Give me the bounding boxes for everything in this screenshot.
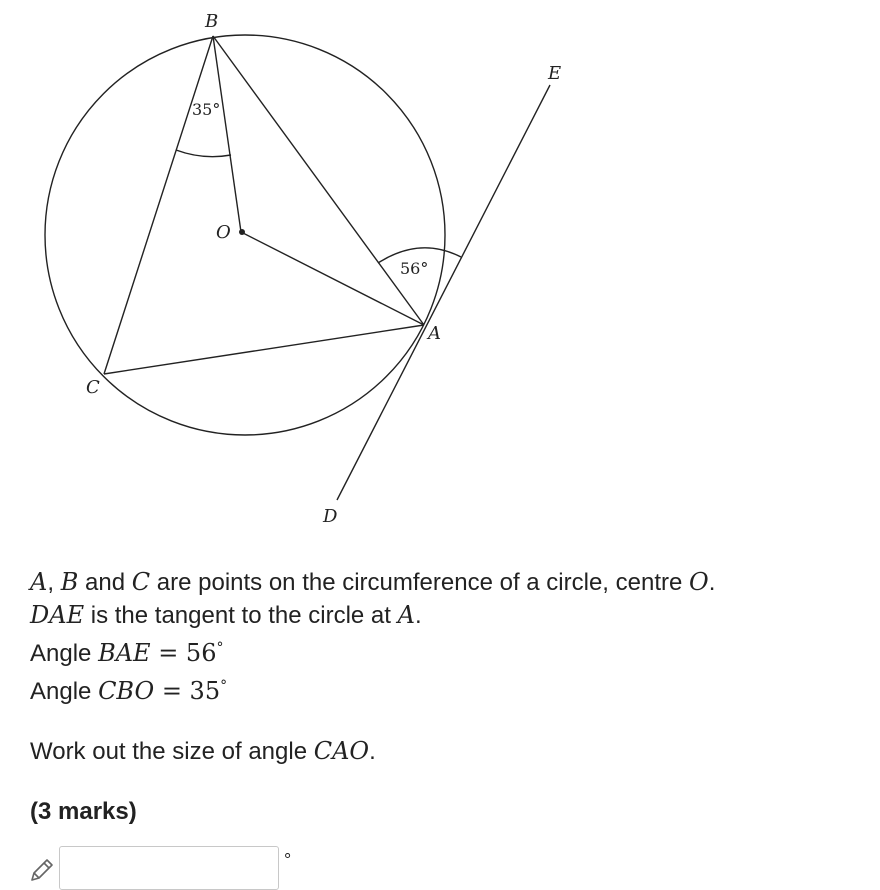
pencil-icon <box>28 856 56 884</box>
math-o: O <box>689 568 709 596</box>
math-bae: BAE <box>98 639 151 667</box>
math-a: A <box>30 568 48 596</box>
math-value: = 35 <box>154 677 221 705</box>
tangent-line-dae <box>337 85 550 500</box>
label-o: O <box>216 222 231 243</box>
label-a: A <box>428 323 441 344</box>
label-c: C <box>86 377 100 398</box>
degree-symbol: ° <box>216 640 224 656</box>
chord-ba <box>213 36 424 325</box>
math-cao: CAO <box>313 737 370 765</box>
circle-geometry-diagram <box>0 0 600 540</box>
question-line-points <box>30 566 715 599</box>
circle <box>45 35 445 435</box>
label-b: B <box>205 11 219 32</box>
answer-input[interactable] <box>59 846 279 890</box>
text: , <box>47 569 61 596</box>
text: . <box>414 602 422 629</box>
chord-bc <box>104 36 213 374</box>
math-dae: DAE <box>30 601 85 629</box>
degree-unit-label: ° <box>284 850 292 870</box>
text: . <box>369 738 376 765</box>
degree-symbol: ° <box>220 678 228 694</box>
question-line-tangent <box>30 599 715 632</box>
math-value: = 56 <box>150 639 217 667</box>
angle-label-35: 35° <box>192 100 221 119</box>
centre-point-o <box>239 229 245 235</box>
marks-label: (3 marks) <box>30 798 137 825</box>
math-b: B <box>60 568 79 596</box>
math-a: A <box>397 601 415 629</box>
question-task <box>30 735 715 768</box>
text: Angle <box>30 640 99 667</box>
math-c: C <box>131 568 151 596</box>
radius-bo <box>213 36 241 232</box>
angle-label-56: 56° <box>400 259 429 278</box>
angle-arc-cbo <box>176 150 231 157</box>
text: are points on the circumference of a circle, centre <box>150 569 690 596</box>
text: . <box>708 569 716 596</box>
text: is the tangent to the circle at <box>84 602 398 629</box>
question-text <box>30 566 715 828</box>
text: Work out the size of angle <box>30 738 314 765</box>
radius-oa <box>241 232 424 325</box>
label-d: D <box>323 506 338 527</box>
label-e: E <box>548 63 562 84</box>
text: Angle <box>30 678 99 705</box>
question-line-angle-bae <box>30 632 715 670</box>
math-cbo: CBO <box>98 677 155 705</box>
question-line-angle-cbo <box>30 670 715 708</box>
chord-ca <box>104 325 424 374</box>
text: and <box>78 569 132 596</box>
